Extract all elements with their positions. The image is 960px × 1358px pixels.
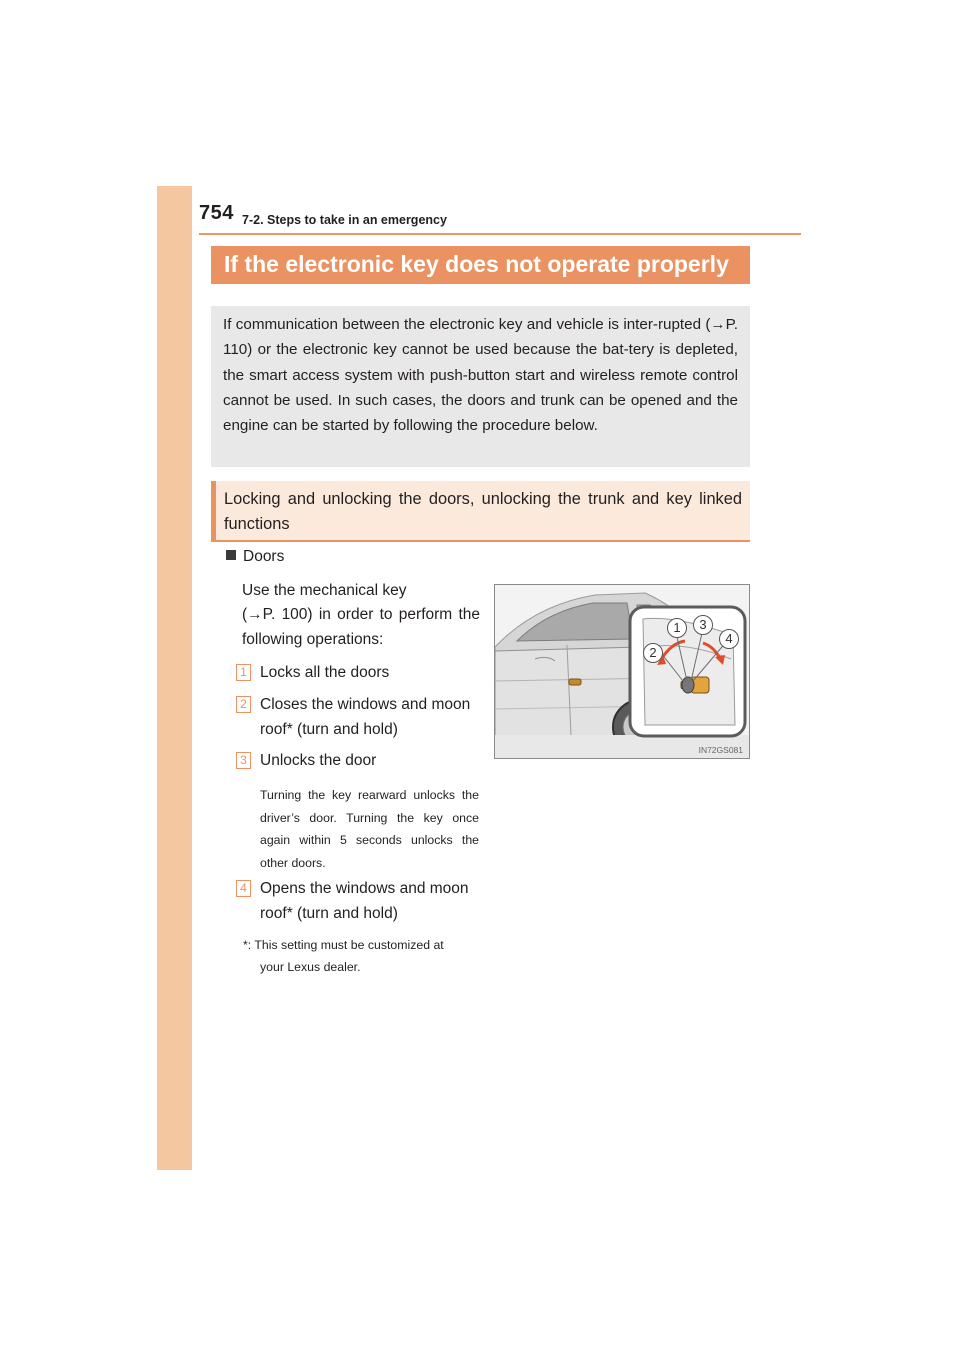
footnote xyxy=(243,934,480,978)
subheading-text: Locking and unlocking the doors, unlocking the trunk and key linked functions xyxy=(224,490,742,533)
chapter-sidebar-tab xyxy=(157,186,192,1170)
step-text: Unlocks the door xyxy=(260,752,377,769)
bullet-square-icon xyxy=(226,550,236,560)
header-rule xyxy=(199,233,801,235)
step-number-badge: 3 xyxy=(236,752,251,769)
intro-text: If communication between the electronic key and vehicle is inter-rupted (→P. 110) or the electronic key cannot be used because the bat-tery is depleted, the smart access system with push-button start and wireless remote control cannot be used. In such cases, the doors and trunk can be opened and the engine can be started by following the procedure below. xyxy=(223,316,738,435)
subheading-box xyxy=(211,481,750,542)
illustration-marker-1: 1 xyxy=(667,618,687,638)
doors-instruction-line1: Use the mechanical key xyxy=(242,582,407,599)
footnote-line2: your Lexus dealer. xyxy=(260,960,361,974)
illustration-marker-4: 4 xyxy=(719,629,739,649)
doors-heading-label: Doors xyxy=(243,548,285,565)
doors-instruction-line2: (→P. 100) in order to perform the following operations: xyxy=(242,606,480,648)
step-text: Opens the windows and moon roof* (turn and hold) xyxy=(260,880,469,922)
step-3-note: Turning the key rearward unlocks the driver’s door. Turning the key once again within 5 seconds unlocks the other doors. xyxy=(260,788,479,870)
illustration-marker-3: 3 xyxy=(693,615,713,635)
car-door-drawing xyxy=(495,585,749,758)
doors-heading xyxy=(226,548,284,566)
page-number: 754 xyxy=(199,202,234,224)
step-text: Closes the windows and moon roof* (turn and hold) xyxy=(260,696,471,738)
footnote-marker: *: xyxy=(243,938,252,952)
step-text: Locks all the doors xyxy=(260,664,390,681)
main-title-bar xyxy=(211,246,750,284)
step-number-badge: 2 xyxy=(236,696,251,713)
footnote-line1: This setting must be customized at xyxy=(254,938,444,952)
step-number-badge: 4 xyxy=(236,880,251,897)
illustration-marker-2: 2 xyxy=(643,643,663,663)
main-title: If the electronic key does not operate properly xyxy=(224,251,729,277)
section-title: 7-2. Steps to take in an emergency xyxy=(242,213,447,227)
intro-box xyxy=(211,306,750,467)
illustration-code: IN72GS081 xyxy=(698,745,743,755)
door-key-illustration xyxy=(494,584,750,759)
step-number-badge: 1 xyxy=(236,664,251,681)
